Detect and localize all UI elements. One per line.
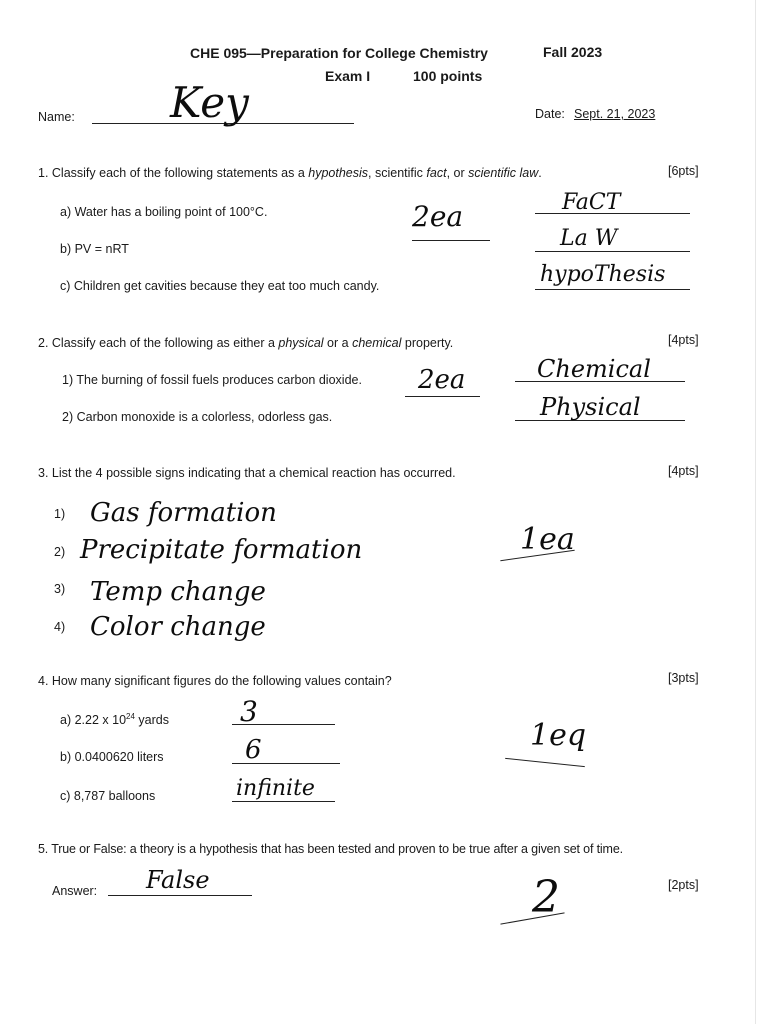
q4-item-b: b) 0.0400620 liters xyxy=(60,750,164,764)
q1-answer-a: FaCT xyxy=(562,190,621,215)
q2-answer-1: Chemical xyxy=(537,355,651,383)
q2-prompt: 2. Classify each of the following as either a physical or a chemical property. xyxy=(38,336,454,350)
q1-answer-c: hypoThesis xyxy=(540,262,666,287)
q3-num-4: 4) xyxy=(54,620,66,634)
q3-grader-mark: 1ea xyxy=(520,522,575,557)
q3-prompt: 3. List the 4 possible signs indicating that a chemical reaction has occurred. xyxy=(38,466,456,480)
q5-grader-mark: 2 xyxy=(532,872,560,923)
q1-answer-line-c xyxy=(535,289,690,290)
q2-grader-underline xyxy=(405,396,480,397)
q1-points: [6pts] xyxy=(668,164,699,178)
q3-points: [4pts] xyxy=(668,464,699,478)
total-points: 100 points xyxy=(413,68,483,84)
date-label: Date: xyxy=(535,107,565,121)
name-label: Name: xyxy=(38,110,75,124)
q4-answer-line-c xyxy=(232,801,335,802)
q4-item-a: a) 2.22 x $10^{24}$ yards xyxy=(60,712,169,728)
q3-num-3: 3) xyxy=(54,582,66,596)
date-value: Sept. 21, 2023 xyxy=(574,107,656,121)
course-title: CHE 095—Preparation for College Chemistry xyxy=(190,45,488,61)
scan-edge xyxy=(755,0,756,1024)
q1-item-a: a) Water has a boiling point of 100°C. xyxy=(60,205,268,219)
q4-answer-a: 3 xyxy=(240,695,258,728)
q1-item-b: b) PV = nRT xyxy=(60,242,129,256)
q2-answer-2: Physical xyxy=(540,393,641,421)
q4-prompt: 4. How many significant figures do the following values contain? xyxy=(38,674,392,688)
q4-grader-underline xyxy=(505,758,585,767)
exam-title: Exam I xyxy=(325,68,371,84)
term: Fall 2023 xyxy=(543,44,603,60)
q5-points: [2pts] xyxy=(668,878,699,892)
q1-grader-underline xyxy=(412,240,490,241)
q1-prompt: 1. Classify each of the following statements as a hypothesis, scientific fact, or scientific law. xyxy=(38,166,542,180)
q2-item-1: 1) The burning of fossil fuels produces carbon dioxide. xyxy=(62,373,362,387)
q1-answer-b: La W xyxy=(560,226,618,251)
q3-answer-1: Gas formation xyxy=(90,498,277,528)
q4-grader-mark: 1eq xyxy=(530,718,587,753)
q5-answer-label: Answer: xyxy=(52,884,98,898)
q4-points: [3pts] xyxy=(668,671,699,685)
q3-answer-4: Color change xyxy=(90,612,266,642)
q5-answer: False xyxy=(146,866,210,894)
q4-answer-b: 6 xyxy=(245,735,262,765)
q3-answer-3: Temp change xyxy=(90,577,266,607)
q3-num-2: 2) xyxy=(54,545,66,559)
q5-answer-line xyxy=(108,895,252,896)
q1-item-c: c) Children get cavities because they eat too much candy. xyxy=(60,279,380,293)
q2-points: [4pts] xyxy=(668,333,699,347)
q5-prompt: 5. True or False: a theory is a hypothesis that has been tested and proven to be true after a given set of time. xyxy=(38,842,623,856)
q3-answer-2: Precipitate formation xyxy=(80,535,363,565)
name-handwritten: Key xyxy=(170,78,249,127)
q3-num-1: 1) xyxy=(54,507,66,521)
q4-answer-c: infinite xyxy=(236,776,315,801)
q1-answer-line-b xyxy=(535,251,690,252)
q2-grader-mark: 2ea xyxy=(418,365,466,395)
q2-item-2: 2) Carbon monoxide is a colorless, odorless gas. xyxy=(62,410,333,424)
q1-grader-mark: 2ea xyxy=(412,200,464,233)
q4-item-c: c) 8,787 balloons xyxy=(60,789,156,803)
